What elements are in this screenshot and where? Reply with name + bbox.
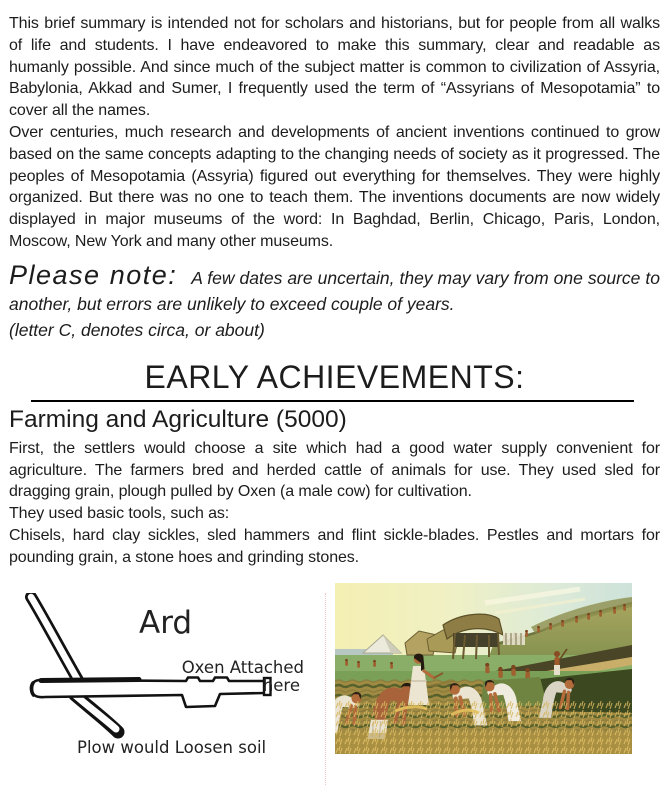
please-note-sub: (letter C, denotes circa, or about) (9, 319, 265, 340)
please-note-text: A few dates are uncertain, they may vary from one source to another, but errors are unlikely to exceed couple of years. (9, 267, 660, 314)
please-note-block (9, 259, 660, 343)
ard-beam (31, 677, 271, 707)
oxen-attached-label-line2: here (262, 675, 300, 695)
harvest-scene-illustration (335, 583, 632, 754)
section-heading: EARLY ACHIEVEMENTS: (144, 358, 525, 395)
ard-diagram-figure (19, 593, 326, 785)
harvest-scene-art (335, 583, 632, 754)
please-note-line (9, 259, 660, 317)
farming-paragraph-2: They used basic tools, such as: (9, 505, 230, 523)
plow-loosen-soil-label: Plow would Loosen soil (77, 737, 267, 757)
oxen-attached-label-line1: Oxen Attached (181, 657, 304, 677)
subsection-heading: Farming and Agriculture (5000) (9, 405, 347, 433)
intro-paragraph-2: Over centuries, much research and developments of ancient inventions continued to grow based on the same concepts adapting to the changing needs of society as it progressed. The peoples of Mesopotamia (Assyria) figured out everything for themselves. They were highly organized. But there was no one to teach them. The inventions documents are now widely displayed in major museums of the word: In Baghdad, Berlin, Chicago, Paris, London, Moscow, New York and many other museums. (9, 123, 660, 250)
ard-diagram (19, 593, 325, 785)
farming-paragraph-3: Chisels, hard clay sickles, sled hammers and flint sickle-blades. Pestles and mortars for pounding grain, a stone hoes and grinding stones. (9, 526, 660, 566)
please-note-lead: Please note: (9, 259, 178, 290)
ard-title-label: Ard (139, 604, 193, 641)
farming-paragraph-1: First, the settlers would choose a site which had a good water supply convenient for agriculture. The farmers bred and herded cattle of animals for use. They used sled for dragging grain, plough pulled by Oxen (a male cow) for cultivation. (9, 439, 660, 501)
intro-paragraph-1: This brief summary is intended not for scholars and historians, but for people from all walks of life and students. I have endeavored to make this summary, clear and readable as humanly possible. And since much of the subject matter is common to civilization of Assyria, Babylonia, Akkad and Sumer, I frequently used the term of “Assyrians of Mesopotamia” to cover all the names. (9, 15, 660, 120)
ard-handle (31, 597, 79, 682)
ard-share (75, 695, 118, 732)
painting-foreground-wheat (335, 701, 632, 754)
section-divider (31, 400, 634, 402)
figures-row (9, 579, 660, 793)
